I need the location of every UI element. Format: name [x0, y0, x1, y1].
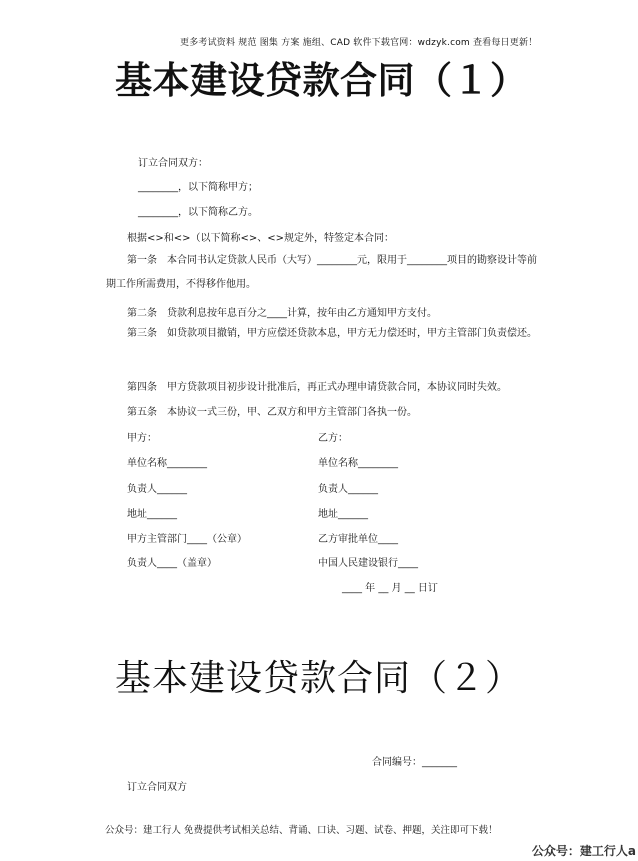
party-a-address: 地址______: [127, 509, 177, 520]
header-note: 更多考试资料 规范 图集 方案 施组、CAD 软件下载官网：wdzyk.com 查看每日更新！: [180, 38, 538, 48]
party-a-label: 甲方：: [127, 433, 157, 444]
article-3: 第三条 如贷款项目撤销，甲方应偿还贷款本息，甲方无力偿还时，甲方主管部门负责偿还。: [127, 328, 537, 339]
party-a-person: 负责人______: [127, 484, 187, 495]
article-2: 第二条 贷款利息按年息百分之____计算，按年由乙方通知甲方支付。: [127, 308, 437, 319]
contract-number: 合同编号：_______: [372, 757, 457, 768]
basis-clause: 根据<>和<>（以下简称<>、<>规定外，特签定本合同：: [127, 233, 395, 244]
contract-1-title: 基本建设贷款合同（１）: [115, 59, 528, 102]
article-5: 第五条 本协议一式三份，甲、乙双方和甲方主管部门各执一份。: [127, 407, 417, 418]
party-a-unit-name: 单位名称________: [127, 458, 207, 469]
article-4: 第四条 甲方贷款项目初步设计批准后，再正式办理申请贷款合同，本协议同时失效。: [127, 382, 507, 393]
party-b-person: 负责人______: [318, 484, 378, 495]
contract-2-parties-intro: 订立合同双方: [127, 782, 187, 793]
article-1: 第一条 本合同书认定贷款人民币（大写）________元，限用于________项目的勘察设计等前期工作所需费用，不得移作他用。: [106, 255, 537, 290]
contract-2-title: 基本建设贷款合同（２）: [115, 658, 523, 699]
party-a-line: ________，以下简称甲方；: [138, 182, 258, 193]
watermark: 公众号：建工行人a: [531, 844, 636, 858]
party-a-dept: 甲方主管部门____（公章）: [127, 534, 247, 545]
party-b-line: ________，以下简称乙方。: [138, 207, 258, 218]
party-b-unit-name: 单位名称________: [318, 458, 398, 469]
parties-intro: 订立合同双方：: [138, 158, 208, 169]
party-b-address: 地址______: [318, 509, 368, 520]
party-b-label: 乙方：: [318, 433, 348, 444]
party-b-approval-unit: 乙方审批单位____: [318, 534, 398, 545]
footer-note: 公众号：建工行人 免费提供考试相关总结、背诵、口诀、习题、试卷、押题，关注即可下载！: [105, 825, 498, 836]
party-b-bank: 中国人民建设银行____: [318, 558, 418, 569]
date-line: ____ 年 __ 月 __ 日订: [342, 583, 438, 594]
party-a-dept-person: 负责人____（盖章）: [127, 558, 217, 569]
